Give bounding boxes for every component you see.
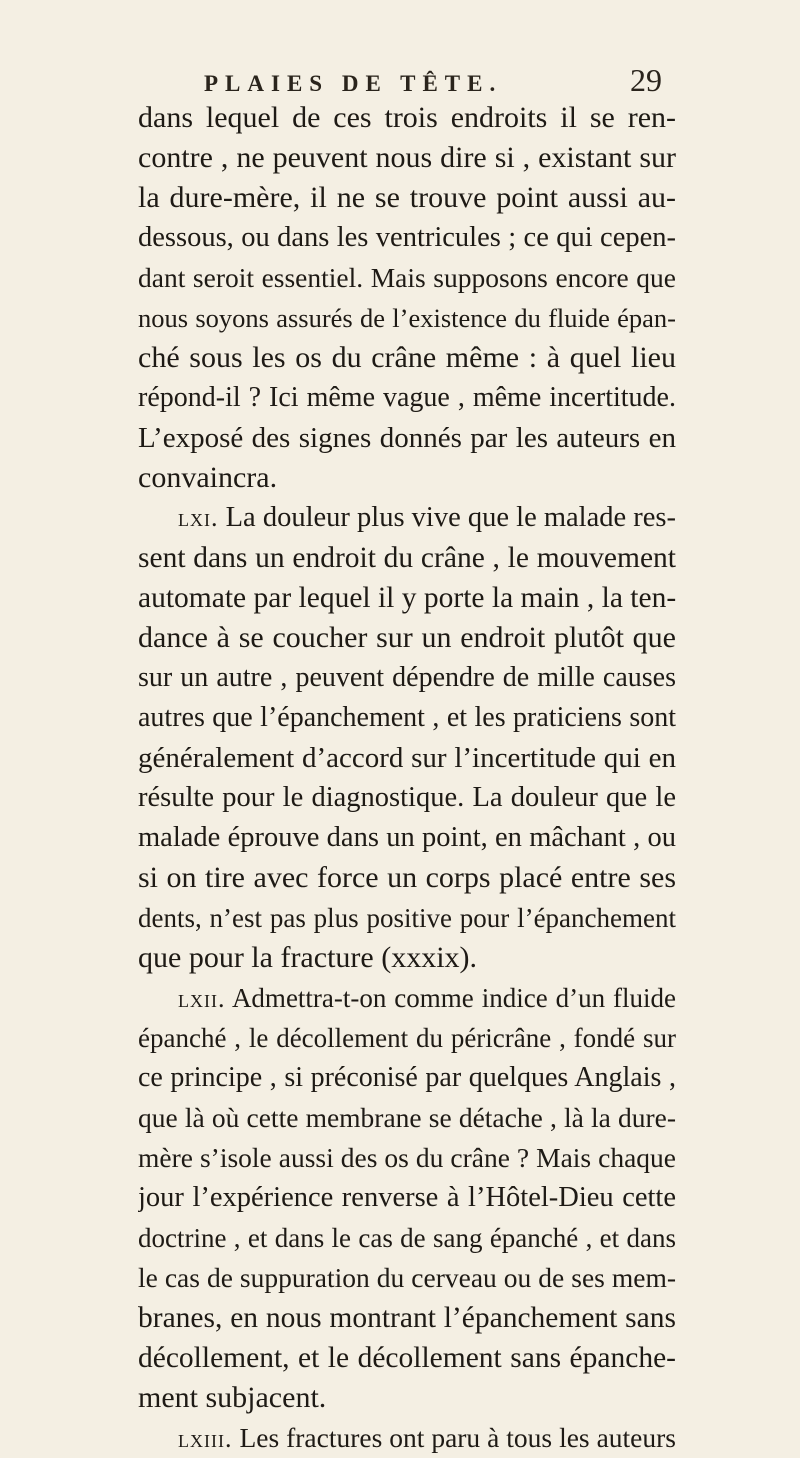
text-line <box>138 898 676 938</box>
text-line <box>138 98 676 138</box>
line-text: ché sous les os du crâne même : à quel lieu <box>138 341 676 374</box>
line-text: L’exposé des signes donnés par les auteurs en <box>138 422 676 454</box>
line-text: que pour la fracture (xxxix). <box>138 941 478 974</box>
text-line <box>138 138 676 178</box>
text-line <box>138 698 676 738</box>
line-text: jour l’expérience renverse à l’Hôtel-Dieu cette <box>138 1182 676 1213</box>
line-text: Les fractures ont paru à tous les auteurs <box>239 1422 676 1453</box>
text-line <box>138 1018 676 1058</box>
line-text: que là où cette membrane se détache , là la dure- <box>138 1102 676 1133</box>
line-text: nous soyons assurés de l’existence du fluide épan- <box>138 303 676 333</box>
paragraph-start-line <box>138 1418 676 1458</box>
body-text <box>138 98 676 1458</box>
text-line <box>138 1218 676 1258</box>
text-line <box>138 1058 676 1098</box>
line-text: La douleur plus vive que le malade res- <box>225 502 676 533</box>
text-line <box>138 258 676 298</box>
text-line <box>138 1098 676 1138</box>
running-title: PLAIES DE TÊTE. <box>204 71 503 96</box>
text-line <box>138 578 676 618</box>
text-line <box>138 338 676 378</box>
line-text: si on tire avec force un corps placé entre ses <box>138 861 676 894</box>
text-line <box>138 618 676 658</box>
page-number: 29 <box>630 62 662 98</box>
line-text: dents, n’est pas plus positive pour l’épanchement <box>138 903 676 933</box>
paragraph-number: lxi. <box>178 503 219 532</box>
text-line <box>138 658 676 698</box>
text-line <box>138 1178 676 1218</box>
line-text: dessous, ou dans les ventricules ; ce qui cepen- <box>138 222 676 253</box>
page-header <box>204 62 662 99</box>
text-line <box>138 1258 676 1298</box>
text-line <box>138 378 676 418</box>
text-line <box>138 778 676 818</box>
line-text: le cas de suppuration du cerveau ou de ses mem- <box>138 1262 676 1293</box>
text-line <box>138 178 676 218</box>
line-text: résulte pour le diagnostique. La douleur que le <box>138 782 676 813</box>
line-text: convaincra. <box>138 461 278 494</box>
text-line <box>138 218 676 258</box>
line-text: branes, en nous montrant l’épanchement sans <box>138 1302 676 1334</box>
line-text: épanché , le décollement du péricrâne , fondé sur <box>138 1023 676 1053</box>
line-text: sent dans un endroit du crâne , le mouvement <box>138 542 676 574</box>
line-text: autres que l’épanchement , et les praticiens sont <box>138 702 676 733</box>
paragraph-number: lxiii. <box>178 1424 233 1453</box>
line-text: dance à se coucher sur un endroit plutôt que <box>138 621 676 654</box>
text-line <box>138 1298 676 1338</box>
text-line <box>138 858 676 898</box>
line-text: généralement d’accord sur l’incertitude qui en <box>138 742 676 774</box>
line-text: malade éprouve dans un point, en mâchant , ou <box>138 822 676 853</box>
line-text: dans lequel de ces trois endroits il se ren- <box>138 101 676 134</box>
line-text: contre , ne peuvent nous dire si , existant sur <box>138 141 676 174</box>
paragraph-number: lxii. <box>178 984 226 1013</box>
text-line <box>138 538 676 578</box>
text-line <box>138 738 676 778</box>
text-line <box>138 298 676 338</box>
text-line <box>138 1338 676 1378</box>
paragraph-start-line <box>138 498 676 538</box>
line-text: décollement, et le décollement sans épanche- <box>138 1342 676 1374</box>
line-text: répond-il ? Ici même vague , même incertitude. <box>138 382 676 413</box>
line-text: sur un autre , peuvent dépendre de mille causes <box>138 662 676 693</box>
text-line <box>138 1378 676 1418</box>
line-text: dant seroit essentiel. Mais supposons encore que <box>138 262 676 293</box>
text-line <box>138 418 676 458</box>
line-text: ce principe , si préconisé par quelques Anglais , <box>138 1062 676 1093</box>
line-text: mère s’isole aussi des os du crâne ? Mais chaque <box>138 1142 676 1173</box>
text-line <box>138 1138 676 1178</box>
line-text: ment subjacent. <box>138 1381 327 1414</box>
paragraph-start-line <box>138 978 676 1018</box>
line-text: la dure-mère, il ne se trouve point aussi au- <box>138 181 676 214</box>
text-line <box>138 938 676 978</box>
line-text: doctrine , et dans le cas de sang épanché , et dans <box>138 1223 676 1253</box>
line-text: Admettra-t-on comme indice d’un fluide <box>231 983 676 1013</box>
text-line <box>138 458 676 498</box>
text-line <box>138 818 676 858</box>
line-text: automate par lequel il y porte la main , la ten- <box>138 582 676 614</box>
